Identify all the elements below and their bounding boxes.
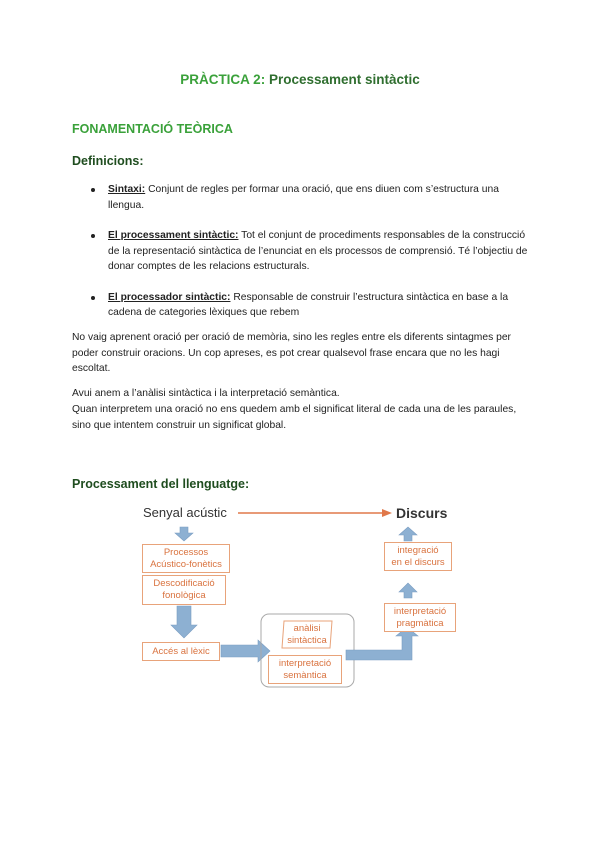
box-decod-line2: fonològica	[162, 590, 206, 601]
down-arrow-2	[171, 606, 197, 638]
up-arrow-1	[399, 583, 417, 598]
box-processos-line2: Acústico-fonètics	[150, 558, 222, 570]
box-integracio-line1: integració	[397, 544, 439, 556]
box-lexic	[142, 642, 220, 661]
down-arrow-1	[175, 527, 193, 541]
definition-text: Tot el conjunt de procediments responsables de la construcció de la representació sintàctica de l’enunciat en els processos de comprensió. Té l’objectiu de donar comptes de les relacions estructurals.	[108, 230, 528, 272]
box-decod-line1: Descodificació	[153, 578, 215, 589]
box-semantica-line2: semàntica	[283, 669, 327, 681]
up-arrow-2	[399, 527, 417, 541]
target-label: Discurs	[396, 505, 448, 521]
section-heading: FONAMENTACIÓ TEÒRICA	[72, 122, 233, 136]
box-descodificacio	[142, 575, 226, 605]
paragraph-1: No vaig aprenent oració per oració de memòria, sino les regles entre els diferents sintagmes per poder construir oracions. Un cop apreses, es pot crear qualsevol frase encara que no les hagi escoltat.	[72, 332, 511, 374]
box-semantica	[268, 655, 342, 684]
box-analisi-line2: sintàctica	[287, 635, 327, 646]
box-lexic-text: Accés al lèxic	[152, 645, 210, 657]
box-pragmatica-line1: interpretació	[393, 605, 447, 617]
box-processos	[142, 544, 230, 573]
box-analisi-line1: anàlisi	[293, 623, 321, 634]
definition-term: Sintaxi:	[108, 184, 146, 195]
title-rest: Processament sintàctic	[268, 72, 420, 87]
right-arrow-1	[221, 640, 270, 662]
box-integracio	[384, 542, 452, 571]
source-label: Senyal acústic	[143, 505, 227, 520]
top-arrow-head	[382, 509, 392, 517]
definition-term: El processament sintàctic:	[108, 230, 239, 241]
definition-text: Conjunt de regles per formar una oració, que ens diuen com s’estructura una llengua.	[108, 184, 499, 211]
definition-text: Responsable de construir l’estructura sintàctica en base a la cadena de categories lèxiques que rebem	[108, 291, 509, 318]
language-heading: Processament del llenguatge:	[72, 477, 250, 491]
box-semantica-line1: interpretació	[278, 657, 332, 669]
box-pragmatica-line2: pragmàtica	[396, 617, 444, 629]
box-integracio-line2: en el discurs	[391, 556, 445, 568]
definitions-heading: Definicions:	[72, 154, 144, 168]
box-pragmatica	[384, 603, 456, 632]
title-prefix: PRÀCTICA 2:	[180, 72, 266, 87]
definition-term: El processador sintàctic:	[108, 291, 231, 303]
box-processos-line1: Processos	[163, 546, 209, 558]
paragraph-2-line-2: Quan interpretem una oració no ens quedem amb el significat literal de cada una de les paraules, sino que intentem construir un significat global.	[72, 404, 517, 431]
paragraph-2-line-1: Avui anem a l’anàlisi sintàctica i la interpretació semàntica.	[72, 388, 340, 399]
box-analisi	[286, 624, 328, 646]
